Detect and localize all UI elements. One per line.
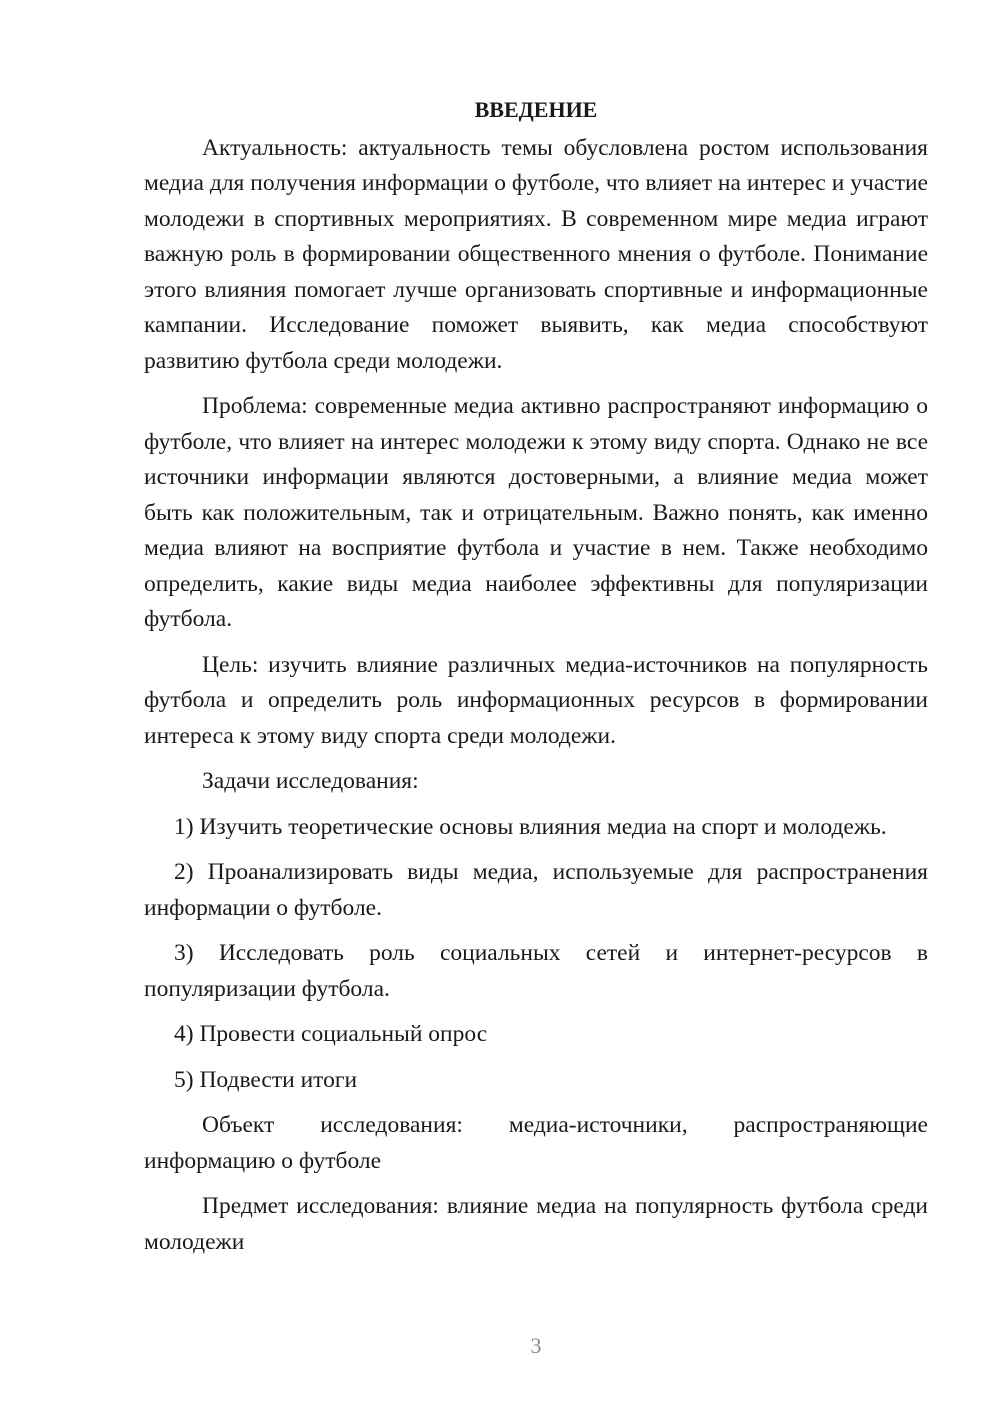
relevance-paragraph: Актуальность: актуальность темы обусловлена ростом использования медиа для получения информации о футболе, что влияет на интерес и участие молодежи в спортивных мероприятиях. В современном мире медиа играют важную роль в формировании общественного мнения о футболе. Понимание этого влияния помогает лучше организовать спортивные и информационные кампании. Исследование поможет выявить, как медиа способствуют развитию футбола среди молодежи.	[144, 134, 928, 374]
page-content	[144, 92, 928, 1270]
task-item-3: 3) Исследовать роль социальных сетей и интернет-ресурсов в популяризации футбола.	[144, 940, 928, 1002]
subject-paragraph: Предмет исследования: влияние медиа на популярность футбола среди молодежи	[144, 1193, 928, 1255]
page-title: ВВЕДЕНИЕ	[474, 97, 598, 122]
task-item-5: 5) Подвести итоги	[174, 1066, 358, 1093]
page-number: 3	[530, 1333, 542, 1358]
object-paragraph: Объект исследования: медиа-источники, распространяющие информацию о футболе	[144, 1112, 928, 1174]
tasks-heading: Задачи исследования:	[202, 768, 419, 794]
task-item-4: 4) Провести социальный опрос	[174, 1021, 488, 1047]
problem-paragraph: Проблема: современные медиа активно распространяют информацию о футболе, что влияет на интерес молодежи к этому виду спорта. Однако не все источники информации являются достоверными, а влияние медиа может быть как положительным, так и отрицательным. Важно понять, как именно медиа влияют на восприятие футбола и участие в нем. Также необходимо определить, какие виды медиа наиболее эффективны для популяризации футбола.	[144, 393, 928, 632]
task-item-1: 1) Изучить теоретические основы влияния медиа на спорт и молодежь.	[174, 813, 887, 840]
goal-paragraph: Цель: изучить влияние различных медиа-источников на популярность футбола и определить роль информационных ресурсов в формировании интереса к этому виду спорта среди молодежи.	[144, 651, 928, 749]
task-item-2: 2) Проанализировать виды медиа, используемые для распространения информации о футболе.	[144, 859, 928, 921]
